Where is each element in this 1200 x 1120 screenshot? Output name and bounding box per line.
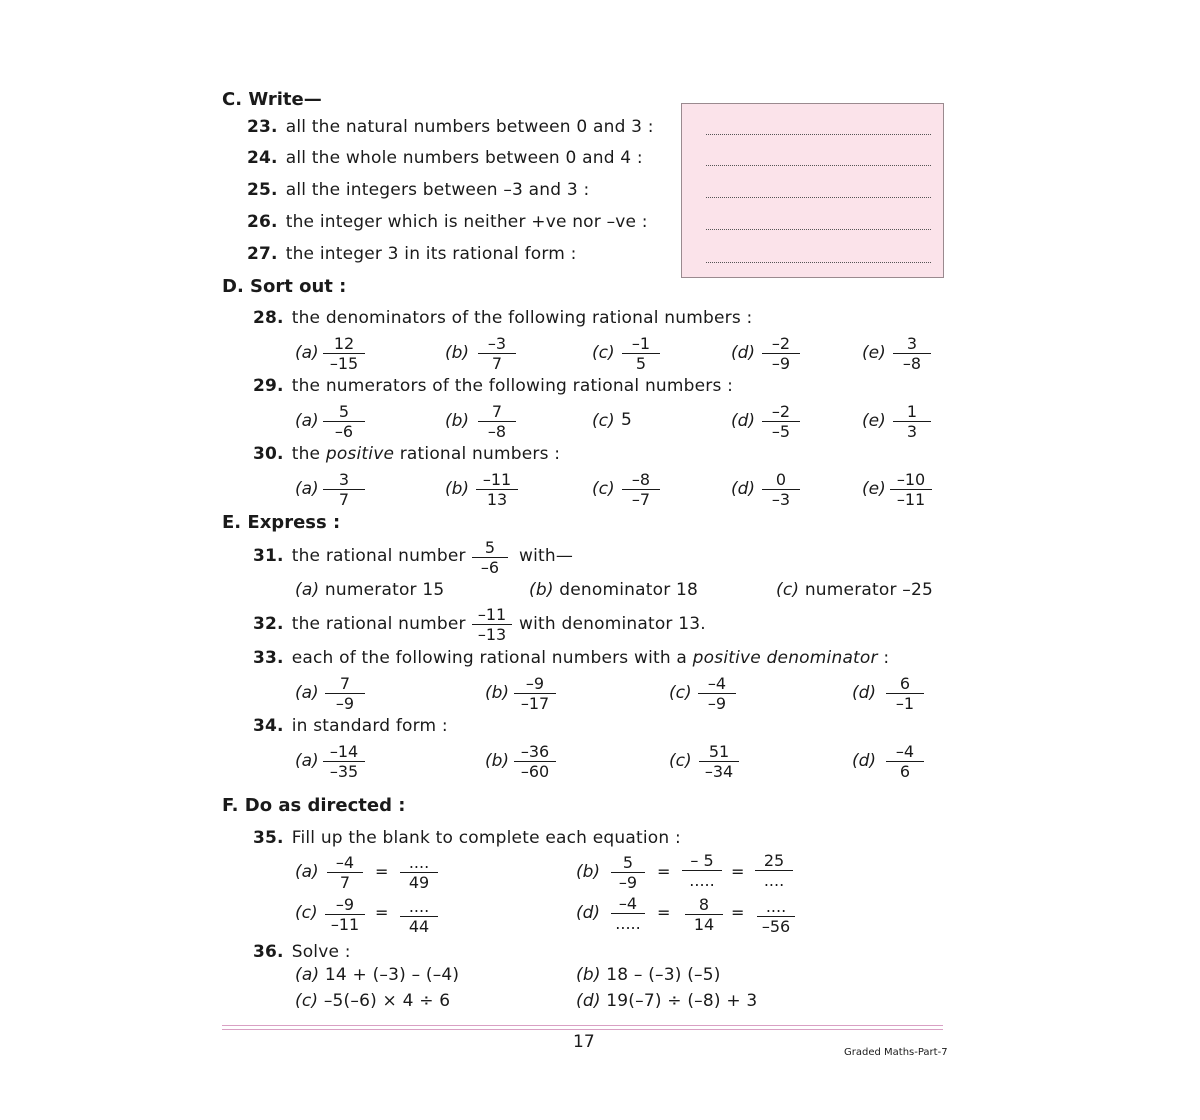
option-label: (d) bbox=[852, 683, 877, 703]
fraction-numerator: –2 bbox=[771, 334, 791, 353]
fraction-denominator: –8 bbox=[478, 421, 516, 441]
fraction-denominator: 7 bbox=[327, 872, 363, 892]
option-label: (b) bbox=[445, 411, 470, 431]
fraction-numerator: –8 bbox=[631, 470, 651, 489]
option-label: (a) bbox=[295, 343, 319, 363]
fraction-numerator: 5 bbox=[338, 402, 350, 421]
fraction-denominator: –34 bbox=[699, 761, 739, 781]
fraction-numerator: –10 bbox=[896, 470, 926, 489]
question-text-pre: the rational number bbox=[291, 614, 466, 634]
fraction-denominator: –3 bbox=[762, 489, 800, 509]
fraction-numerator: 25 bbox=[763, 851, 785, 870]
fraction-denominator: –56 bbox=[757, 916, 795, 936]
answer-line-24[interactable] bbox=[706, 165, 931, 166]
question-36 bbox=[253, 942, 351, 962]
fraction bbox=[327, 853, 363, 892]
fraction-numerator: 51 bbox=[708, 742, 730, 761]
fraction-denominator: –1 bbox=[886, 693, 924, 713]
fraction-denominator: –5 bbox=[762, 421, 800, 441]
fraction bbox=[472, 538, 508, 577]
fraction bbox=[478, 402, 516, 441]
fraction-numerator: 1 bbox=[906, 402, 918, 421]
fraction-denominator: –35 bbox=[323, 761, 365, 781]
question-text: the integer which is neither +ve nor –ve : bbox=[285, 212, 648, 232]
question-number: 26. bbox=[247, 212, 278, 232]
fraction-denominator: –9 bbox=[325, 693, 365, 713]
solve-part-d bbox=[576, 991, 757, 1011]
question-text-post: with denominator 13. bbox=[519, 614, 706, 634]
fraction-denominator: 6 bbox=[886, 761, 924, 781]
fraction-denominator: –9 bbox=[762, 353, 800, 373]
fraction-denominator: –6 bbox=[323, 421, 365, 441]
fraction-numerator: – 5 bbox=[690, 851, 714, 870]
fraction-numerator: 5 bbox=[622, 853, 634, 872]
part-a bbox=[295, 580, 444, 600]
part-text: 18 – (–3) (–5) bbox=[606, 965, 721, 985]
question-26 bbox=[247, 212, 648, 232]
option-label: (b) bbox=[485, 751, 510, 771]
option-label: (b) bbox=[445, 479, 470, 499]
question-number: 24. bbox=[247, 148, 278, 168]
fraction-numerator: –9 bbox=[525, 674, 545, 693]
question-text: Solve : bbox=[291, 942, 351, 962]
fraction-numerator: –4 bbox=[618, 894, 638, 913]
question-text-post: rational numbers : bbox=[399, 444, 561, 464]
option-label: (b) bbox=[445, 343, 470, 363]
solve-part-b bbox=[576, 965, 721, 985]
option-label: (e) bbox=[862, 411, 886, 431]
question-29 bbox=[253, 376, 733, 396]
solve-part-a bbox=[295, 965, 459, 985]
fraction-numerator: 8 bbox=[698, 895, 710, 914]
equals-sign: = bbox=[731, 862, 745, 881]
fraction bbox=[698, 674, 736, 713]
fraction-blank[interactable] bbox=[757, 897, 795, 936]
fraction bbox=[611, 853, 645, 892]
fraction bbox=[762, 470, 800, 509]
fraction-blank[interactable] bbox=[400, 897, 438, 936]
option-label: (b) bbox=[576, 862, 601, 882]
fraction bbox=[622, 470, 660, 509]
answer-line-27[interactable] bbox=[706, 262, 931, 263]
fraction bbox=[890, 470, 932, 509]
fraction bbox=[762, 334, 800, 373]
fraction-denominator: –6 bbox=[472, 557, 508, 577]
fraction-numerator: 12 bbox=[333, 334, 355, 353]
option-label: (e) bbox=[862, 479, 886, 499]
question-24 bbox=[247, 148, 643, 168]
part-label: (b) bbox=[529, 580, 554, 600]
section-e-title: E. Express : bbox=[222, 512, 341, 533]
question-30 bbox=[253, 444, 560, 464]
fraction bbox=[762, 402, 800, 441]
fraction bbox=[323, 334, 365, 373]
section-c-title: C. Write— bbox=[222, 89, 322, 110]
question-text: all the natural numbers between 0 and 3 : bbox=[285, 117, 654, 137]
fraction-blank[interactable] bbox=[682, 851, 722, 890]
book-title: Graded Maths-Part-7 bbox=[844, 1047, 948, 1058]
fraction-denominator: 7 bbox=[478, 353, 516, 373]
fraction-denominator: –11 bbox=[325, 914, 365, 934]
part-label: (d) bbox=[576, 991, 601, 1011]
question-23 bbox=[247, 117, 654, 137]
answer-line-23[interactable] bbox=[706, 134, 931, 135]
option-label: (a) bbox=[295, 751, 319, 771]
question-number: 27. bbox=[247, 244, 278, 264]
solve-part-c bbox=[295, 991, 450, 1011]
equals-sign: = bbox=[375, 862, 389, 881]
part-label: (c) bbox=[776, 580, 800, 600]
option-label: (c) bbox=[592, 343, 615, 363]
fraction bbox=[514, 674, 556, 713]
question-number: 35. bbox=[253, 828, 284, 848]
option-label: (d) bbox=[852, 751, 877, 771]
question-number: 23. bbox=[247, 117, 278, 137]
fraction-denominator[interactable]: .... bbox=[755, 870, 793, 890]
question-text-emphasis: positive denominator bbox=[692, 648, 878, 668]
question-35 bbox=[253, 828, 681, 848]
section-d-title: D. Sort out : bbox=[222, 276, 347, 297]
fraction-blank[interactable] bbox=[755, 851, 793, 890]
fraction-denominator: 7 bbox=[323, 489, 365, 509]
question-text: all the integers between –3 and 3 : bbox=[285, 180, 590, 200]
option-label: (c) bbox=[669, 683, 692, 703]
question-text-post: with— bbox=[519, 546, 574, 566]
option-label: (c) bbox=[592, 479, 615, 499]
answer-box bbox=[681, 103, 944, 278]
fraction-denominator: –7 bbox=[622, 489, 660, 509]
option-label: (a) bbox=[295, 862, 319, 882]
page-number: 17 bbox=[573, 1032, 595, 1052]
fraction-denominator: 5 bbox=[622, 353, 660, 373]
fraction-denominator[interactable]: ..... bbox=[682, 870, 722, 890]
part-label: (c) bbox=[295, 991, 319, 1011]
part-b bbox=[529, 580, 698, 600]
part-c bbox=[776, 580, 933, 600]
fraction bbox=[472, 605, 512, 644]
fraction-numerator: –36 bbox=[520, 742, 550, 761]
option-label: (d) bbox=[576, 903, 601, 923]
part-label: (b) bbox=[576, 965, 601, 985]
question-text: in standard form : bbox=[291, 716, 448, 736]
fraction-numerator[interactable]: .... bbox=[408, 853, 430, 872]
option-label: (d) bbox=[731, 411, 756, 431]
question-text-pre: the bbox=[291, 444, 321, 464]
fraction bbox=[699, 742, 739, 781]
fraction-blank[interactable] bbox=[400, 853, 438, 892]
fraction-denominator[interactable]: ..... bbox=[611, 913, 645, 933]
fraction bbox=[886, 742, 924, 781]
fraction bbox=[622, 334, 660, 373]
option-label: (c) bbox=[592, 411, 615, 431]
fraction bbox=[893, 402, 931, 441]
question-25 bbox=[247, 180, 589, 200]
fraction-numerator[interactable]: .... bbox=[765, 897, 787, 916]
option-value: 5 bbox=[621, 410, 633, 430]
fraction-denominator: 49 bbox=[400, 872, 438, 892]
fraction bbox=[325, 895, 365, 934]
part-label: (a) bbox=[295, 580, 320, 600]
fraction-numerator: –1 bbox=[631, 334, 651, 353]
fraction bbox=[323, 470, 365, 509]
fraction bbox=[893, 334, 931, 373]
fraction-denominator: –9 bbox=[698, 693, 736, 713]
part-text: numerator 15 bbox=[324, 580, 445, 600]
question-number: 32. bbox=[253, 614, 284, 634]
answer-line-25[interactable] bbox=[706, 197, 931, 198]
option-label: (c) bbox=[669, 751, 692, 771]
fraction-blank[interactable] bbox=[611, 894, 645, 933]
question-32 bbox=[253, 614, 466, 634]
fraction-denominator: –15 bbox=[323, 353, 365, 373]
part-label: (a) bbox=[295, 965, 320, 985]
fraction-numerator: –9 bbox=[335, 895, 355, 914]
fraction-denominator: –9 bbox=[611, 872, 645, 892]
question-34 bbox=[253, 716, 448, 736]
question-number: 33. bbox=[253, 648, 284, 668]
fraction-numerator: 0 bbox=[775, 470, 787, 489]
question-number: 36. bbox=[253, 942, 284, 962]
question-text: Fill up the blank to complete each equation : bbox=[291, 828, 681, 848]
question-number: 28. bbox=[253, 308, 284, 328]
question-text-emphasis: positive bbox=[325, 444, 395, 464]
fraction bbox=[323, 742, 365, 781]
fraction bbox=[478, 334, 516, 373]
question-text-pre: each of the following rational numbers with a bbox=[291, 648, 688, 668]
fraction-numerator: 6 bbox=[899, 674, 911, 693]
section-f-title: F. Do as directed : bbox=[222, 795, 406, 816]
fraction bbox=[325, 674, 365, 713]
question-text: all the whole numbers between 0 and 4 : bbox=[285, 148, 643, 168]
part-text: –5(–6) × 4 ÷ 6 bbox=[323, 991, 451, 1011]
equals-sign: = bbox=[731, 903, 745, 922]
fraction-denominator: –13 bbox=[472, 624, 512, 644]
part-text: 19(–7) ÷ (–8) + 3 bbox=[606, 991, 758, 1011]
question-number: 29. bbox=[253, 376, 284, 396]
question-number: 31. bbox=[253, 546, 284, 566]
fraction-numerator: –2 bbox=[771, 402, 791, 421]
fraction-denominator: –60 bbox=[514, 761, 556, 781]
fraction-numerator: –3 bbox=[487, 334, 507, 353]
question-text-pre: the rational number bbox=[291, 546, 466, 566]
fraction-numerator: –11 bbox=[477, 605, 507, 624]
answer-line-26[interactable] bbox=[706, 229, 931, 230]
option-label: (d) bbox=[731, 479, 756, 499]
footer-rule bbox=[222, 1025, 943, 1026]
question-number: 34. bbox=[253, 716, 284, 736]
footer-rule bbox=[222, 1029, 943, 1030]
part-text: 14 + (–3) – (–4) bbox=[324, 965, 460, 985]
question-text: the denominators of the following rational numbers : bbox=[291, 308, 753, 328]
option-label: (a) bbox=[295, 411, 319, 431]
option-label: (b) bbox=[485, 683, 510, 703]
question-text: the numerators of the following rational numbers : bbox=[291, 376, 734, 396]
question-number: 30. bbox=[253, 444, 284, 464]
option-label: (a) bbox=[295, 683, 319, 703]
fraction-numerator: –4 bbox=[895, 742, 915, 761]
fraction-numerator: 5 bbox=[484, 538, 496, 557]
fraction bbox=[476, 470, 518, 509]
fraction-denominator: 44 bbox=[400, 916, 438, 936]
fraction bbox=[514, 742, 556, 781]
fraction-numerator: 7 bbox=[491, 402, 503, 421]
question-33 bbox=[253, 648, 889, 668]
question-28 bbox=[253, 308, 752, 328]
option-label: (e) bbox=[862, 343, 886, 363]
question-text: the integer 3 in its rational form : bbox=[285, 244, 577, 264]
part-text: denominator 18 bbox=[559, 580, 699, 600]
fraction-numerator: –14 bbox=[329, 742, 359, 761]
option-label: (c) bbox=[295, 903, 318, 923]
fraction-numerator: –4 bbox=[335, 853, 355, 872]
fraction-denominator: –11 bbox=[890, 489, 932, 509]
fraction-numerator: 3 bbox=[338, 470, 350, 489]
fraction bbox=[685, 895, 723, 934]
question-31 bbox=[253, 546, 466, 566]
fraction-numerator: 7 bbox=[339, 674, 351, 693]
option-label: (a) bbox=[295, 479, 319, 499]
fraction-denominator: –17 bbox=[514, 693, 556, 713]
equals-sign: = bbox=[375, 903, 389, 922]
fraction-numerator: –4 bbox=[707, 674, 727, 693]
option-label: (d) bbox=[731, 343, 756, 363]
fraction-denominator: –8 bbox=[893, 353, 931, 373]
fraction-denominator: 13 bbox=[476, 489, 518, 509]
question-text-post: : bbox=[883, 648, 890, 668]
equals-sign: = bbox=[657, 903, 671, 922]
question-27 bbox=[247, 244, 577, 264]
fraction bbox=[323, 402, 365, 441]
equals-sign: = bbox=[657, 862, 671, 881]
fraction-denominator: 3 bbox=[893, 421, 931, 441]
fraction bbox=[886, 674, 924, 713]
question-number: 25. bbox=[247, 180, 278, 200]
fraction-numerator: –11 bbox=[482, 470, 512, 489]
fraction-numerator: 3 bbox=[906, 334, 918, 353]
fraction-denominator: 14 bbox=[685, 914, 723, 934]
fraction-numerator[interactable]: .... bbox=[408, 897, 430, 916]
part-text: numerator –25 bbox=[804, 580, 933, 600]
